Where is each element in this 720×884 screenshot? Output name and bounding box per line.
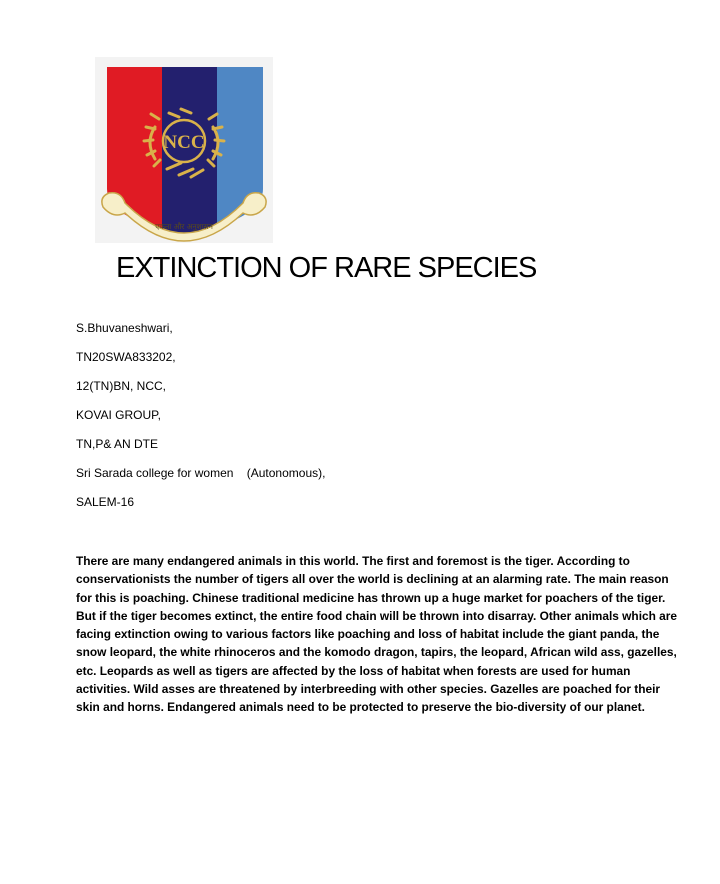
directorate: TN,P& AN DTE bbox=[76, 437, 159, 451]
page-title: EXTINCTION OF RARE SPECIES bbox=[116, 252, 537, 284]
shield-navy-band bbox=[162, 65, 217, 243]
shield-blue-band bbox=[217, 65, 265, 243]
ncc-crest-icon bbox=[95, 57, 273, 243]
author-details bbox=[76, 320, 325, 523]
group: KOVAI GROUP, bbox=[76, 408, 161, 422]
registration-number: TN20SWA833202, bbox=[76, 350, 176, 364]
city: SALEM-16 bbox=[76, 495, 135, 509]
motto-text: एकता और अनुशासन bbox=[155, 222, 213, 231]
essay-paragraph: There are many endangered animals in this world. The first and foremost is the tiger. According to conservationists the number of tigers all over the world is declining at an alarming rate. The main reason for this is poaching. Chinese traditional medicine has thrown up a huge market for poachers of the tiger. But if the tiger becomes extinct, the entire food chain will be thrown into disarray. Other animals which are facing extinction owing to various factors like poaching and loss of habitat include the giant panda, the snow leopard, the white rhinoceros and the komodo dragon, tapirs, the leopard, African wild ass, gazelles, etc. Leopards as well as tigers are affected by the loss of habitat when forests are used for human activities. Wild asses are threatened by interbreeding with other species. Gazelles are poached for their skin and horns. Endangered animals need to be protected to preserve the bio-diversity of our planet. bbox=[76, 554, 678, 715]
emblem-text: NCC bbox=[163, 132, 205, 153]
author-name: S.Bhuvaneshwari, bbox=[76, 321, 173, 335]
ncc-logo bbox=[95, 57, 273, 243]
college: Sri Sarada college for women (Autonomous), bbox=[76, 466, 326, 480]
battalion: 12(TN)BN, NCC, bbox=[76, 379, 167, 393]
